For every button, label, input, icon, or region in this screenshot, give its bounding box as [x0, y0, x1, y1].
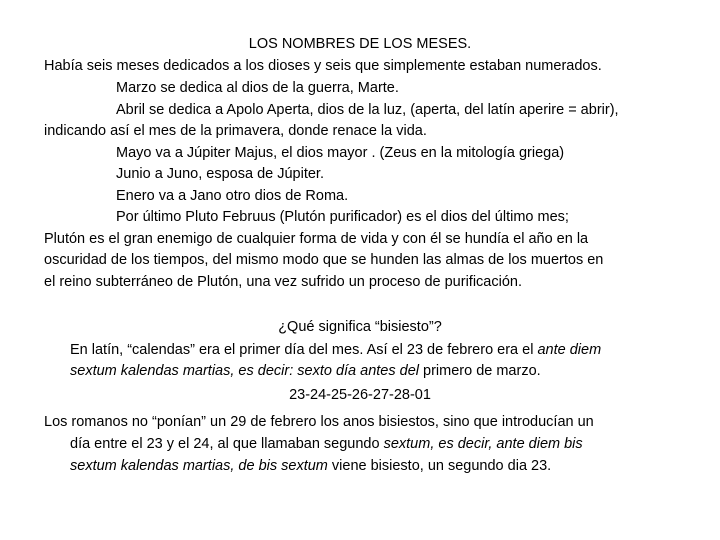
calendas-line-2 [70, 361, 541, 381]
title-bisiesto: ¿Qué significa “bisiesto”? [278, 319, 442, 335]
romanos-line-3 [70, 456, 551, 476]
pluto-line-3: oscuridad de los tiempos, del mismo modo que se hunden las almas de los muertos en [44, 252, 604, 268]
pluto-line-2: Plutón es el gran enemigo de cualquier forma de vida y con él se hundía el año en la [44, 231, 589, 247]
calendas-line-1 [70, 340, 601, 360]
romanos-line-2 [70, 434, 583, 454]
ante-diem-text: ante diem [537, 342, 602, 358]
mayo-line: Mayo va a Júpiter Majus, el dios mayor . (Zeus en la mitología griega) [116, 145, 565, 161]
pluto-line-1: Por último Pluto Februus (Plutón purificador) es el dios del último mes; [116, 209, 569, 225]
romanos-line-1: Los romanos no “ponían” un 29 de febrero los anos bisiestos, sino que introducían un [44, 414, 594, 430]
pluto-line-4: el reino subterráneo de Plutón, una vez sufrido un proceso de purificación. [44, 274, 522, 290]
day-sequence: 23-24-25-26-27-28-01 [289, 387, 431, 403]
sextum-bis-text: sextum, es decir, ante diem bis [383, 436, 583, 452]
abril-line-2: indicando así el mes de la primavera, donde renace la vida. [44, 123, 427, 139]
junio-line: Junio a Juno, esposa de Júpiter. [116, 166, 324, 182]
sextum-kalendas-text: sextum kalendas martias, es decir: sexto día antes del [70, 363, 419, 379]
romanos-text: día entre el 23 y el 24, al que llamaban segundo [70, 436, 384, 452]
bis-sextum-text: sextum kalendas martias, de bis sextum [70, 458, 328, 474]
bisiesto-text: viene bisiesto, un segundo dia 23. [327, 458, 552, 474]
calendas-text: En latín, “calendas” era el primer día del mes. Así el 23 de febrero era el [70, 342, 538, 358]
enero-line: Enero va a Jano otro dios de Roma. [116, 188, 349, 204]
marzo-line: Marzo se dedica al dios de la guerra, Marte. [116, 80, 399, 96]
primero-marzo-text: primero de marzo. [418, 363, 541, 379]
intro-line: Había seis meses dedicados a los dioses y seis que simplemente estaban numerados. [44, 58, 602, 74]
title-months: LOS NOMBRES DE LOS MESES. [248, 36, 472, 52]
abril-line-1: Abril se dedica a Apolo Aperta, dios de la luz, (aperta, del latín aperire = abrir), [116, 102, 619, 118]
